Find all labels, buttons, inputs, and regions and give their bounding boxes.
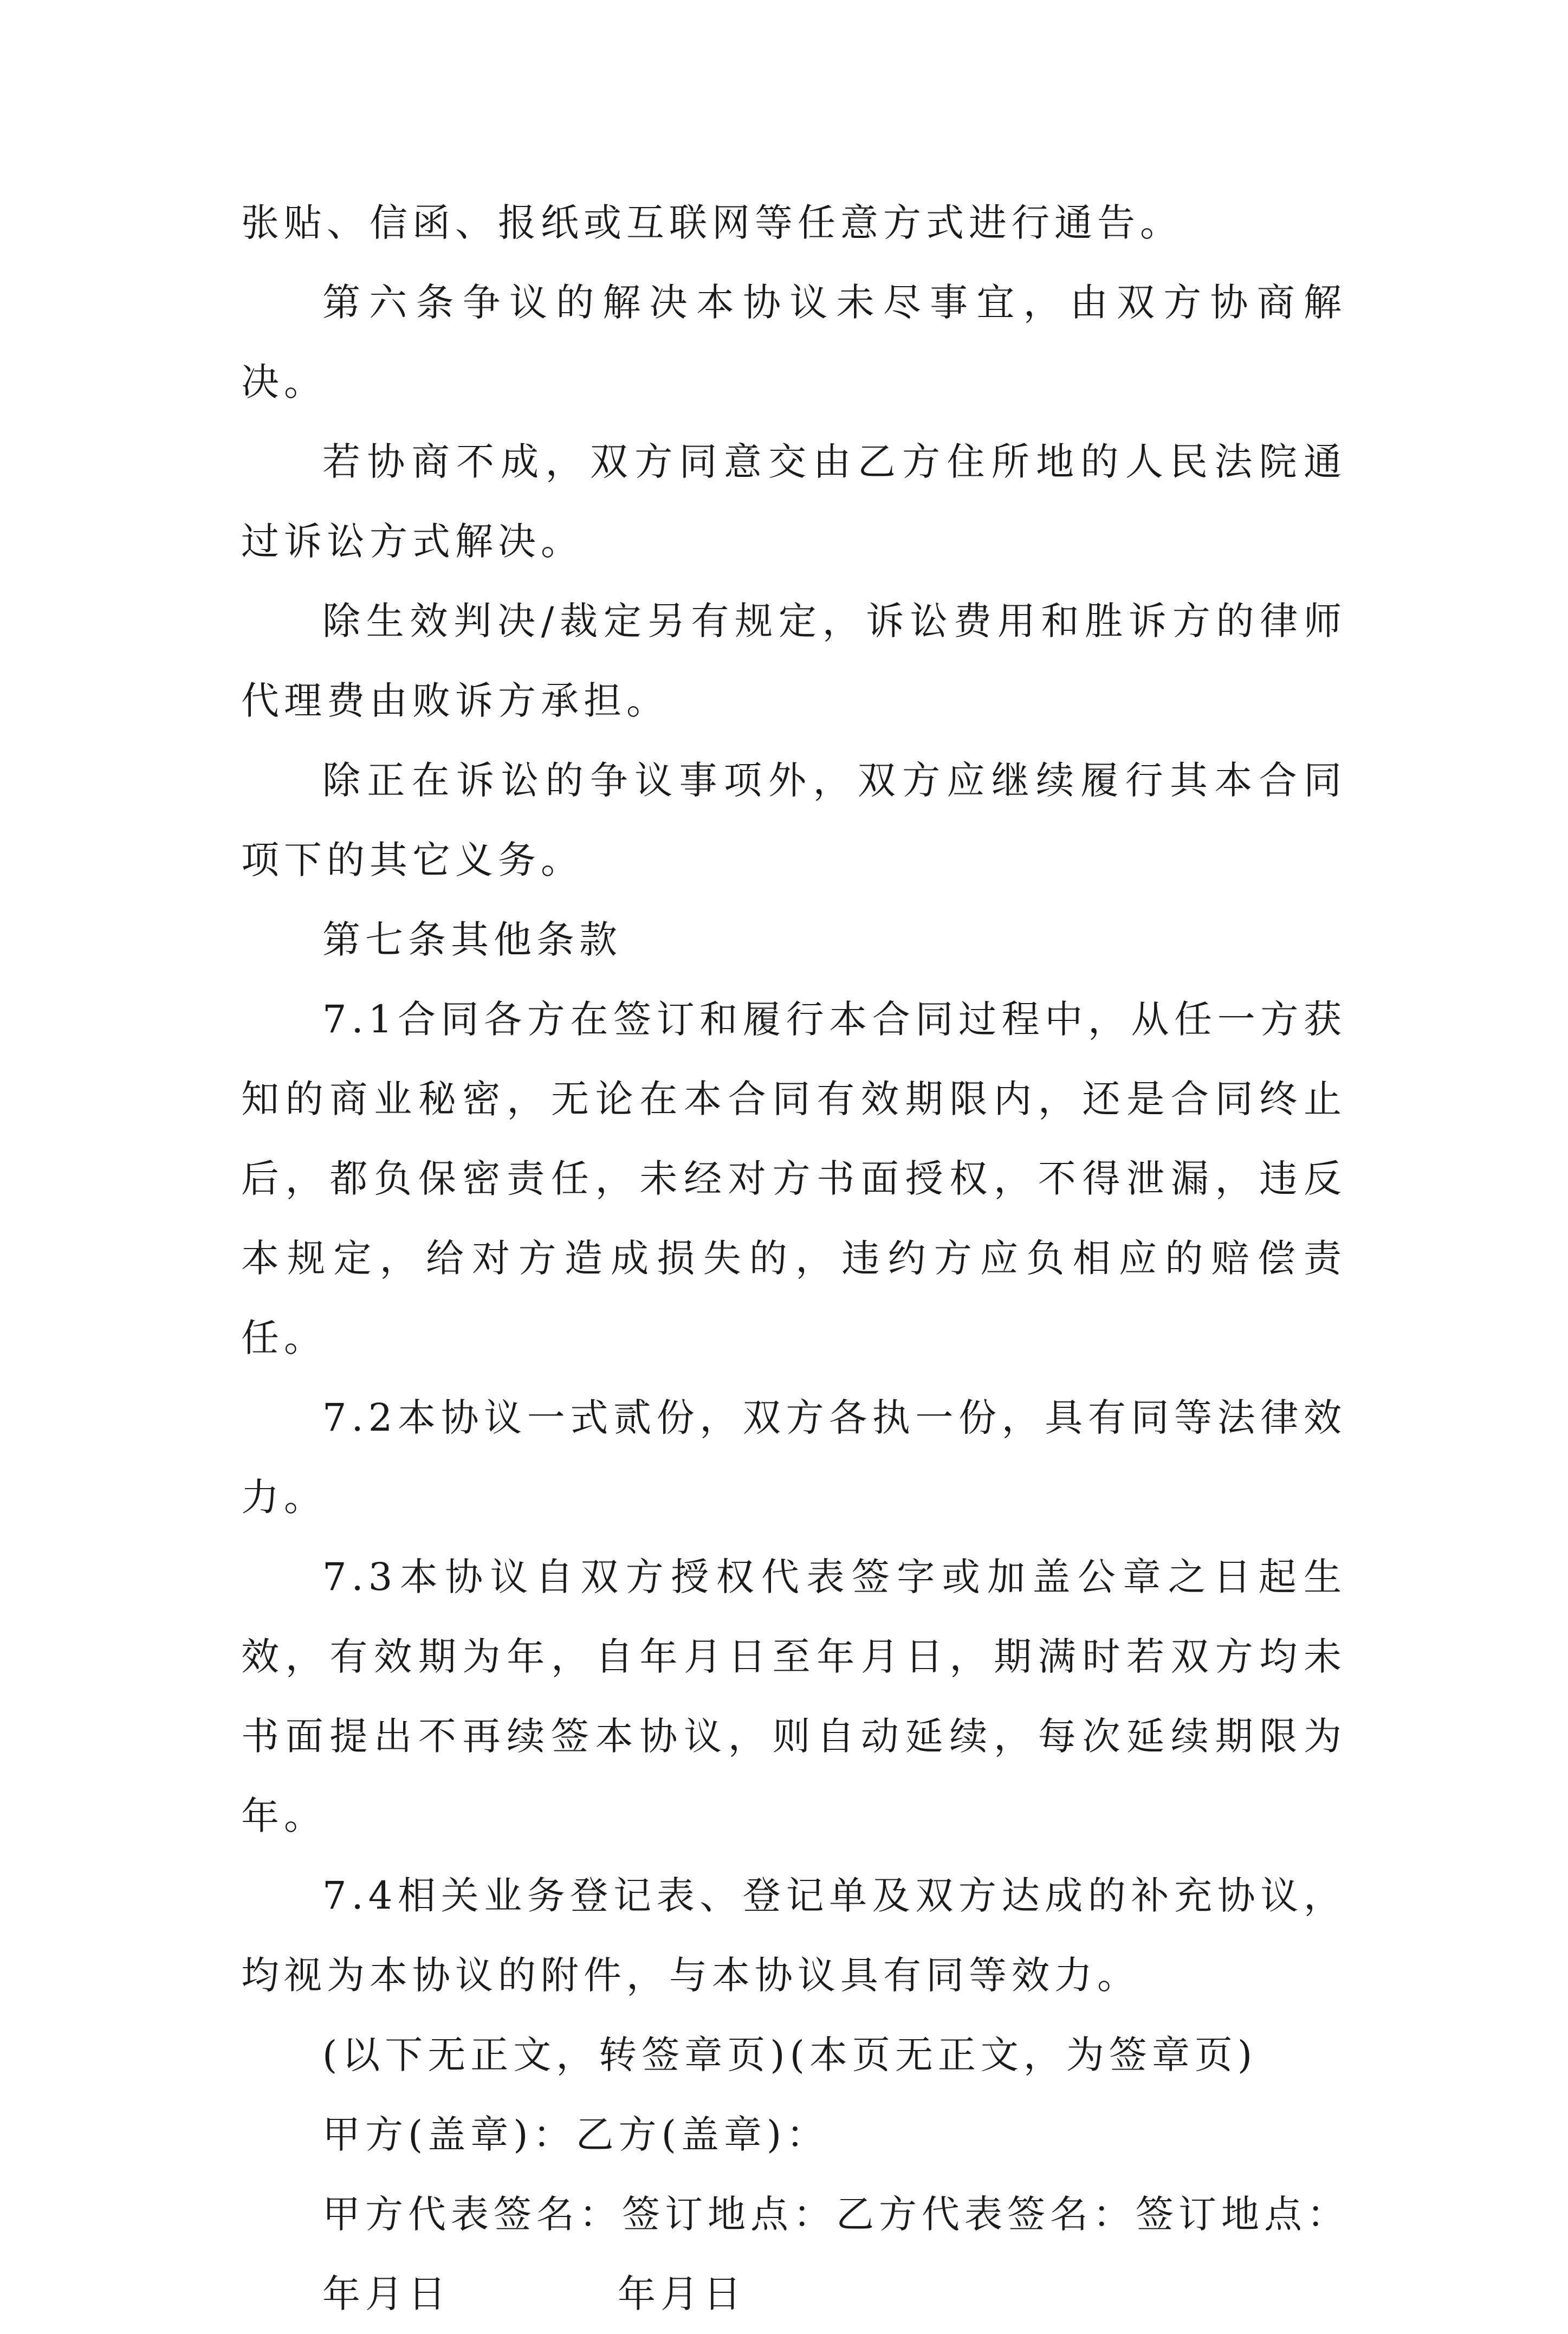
- paragraph-litigation: 若协商不成，双方同意交由乙方住所地的人民法院通过诉讼方式解决。: [241, 439, 1346, 564]
- paragraph-article-6: 第六条争议的解决本协议未尽事宜，由双方协商解决。: [241, 280, 1346, 404]
- paragraph-continue-obligations: 除正在诉讼的争议事项外，双方应继续履行其本合同项下的其它义务。: [241, 758, 1346, 882]
- seal-line: 甲方(盖章)：乙方(盖章)：: [322, 2112, 830, 2157]
- document-body: [241, 183, 1350, 2334]
- date-row: [241, 2254, 1346, 2334]
- paragraph-clause-7-2: 7.2本协议一式贰份，双方各执一份，具有同等法律效力。: [241, 1395, 1346, 1520]
- paragraph-article-7-heading: 第七条其他条款: [322, 917, 622, 962]
- date-party-a: 年月日: [322, 2272, 451, 2316]
- paragraph-clause-7-3: 7.3本协议自双方授权代表签字或加盖公章之日起生效，有效期为年，自年月日至年月日，期满时若双方均未书面提出不再续签本协议，则自动延续，每次延续期限为年。: [241, 1555, 1346, 1838]
- paragraph-clause-7-4: 7.4相关业务登记表、登记单及双方达成的补充协议，均视为本协议的附件，与本协议具有同等效力。: [241, 1873, 1346, 1997]
- paragraph-clause-7-1: 7.1合同各方在签订和履行本合同过程中，从任一方获知的商业秘密，无论在本合同有效期限内，还是合同终止后，都负保密责任，未经对方书面授权，不得泄漏，违反本规定，给对方造成损失的，违约方应负相应的赔偿责任。: [241, 997, 1346, 1360]
- date-party-b: 年月日: [618, 2272, 746, 2316]
- paragraph-litigation-costs: 除生效判决/裁定另有规定，诉讼费用和胜诉方的律师代理费由败诉方承担。: [241, 599, 1346, 723]
- signature-line: 甲方代表签名：签订地点：乙方代表签名：签订地点：: [322, 2192, 1350, 2236]
- paragraph-1: 张贴、信函、报纸或互联网等任意方式进行通告。: [241, 201, 1183, 245]
- no-text-notice: (以下无正文，转签章页)(本页无正文，为签章页): [322, 2033, 1258, 2077]
